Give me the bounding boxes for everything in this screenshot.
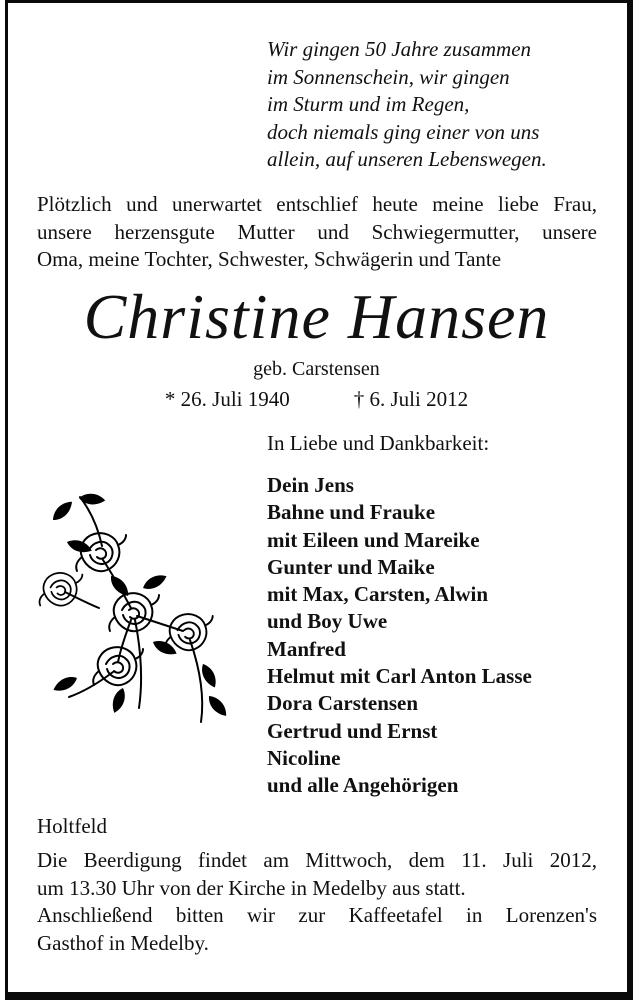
funeral-line: um 13.30 Uhr von der Kirche in Medelby aus statt.: [37, 875, 466, 900]
announcement-line: Plötzlich und unerwartet entschlief heute meine liebe Frau,: [37, 192, 597, 216]
rose-branch-icon: [25, 492, 235, 747]
tribute-heading: In Liebe und Dankbarkeit:: [267, 431, 490, 455]
memorial-poem: [267, 36, 597, 174]
mourner-line: Helmut mit Carl Anton Lasse: [267, 664, 532, 689]
mourner-line: Manfred: [267, 636, 346, 661]
announcement-line: unsere herzensgute Mutter und Schwiegermutter, unsere: [37, 219, 597, 244]
deceased-name: Christine Hansen: [83, 281, 550, 352]
funeral-line: Die Beerdigung findet am Mittwoch, dem 11. Juli 2012,: [37, 848, 597, 872]
poem-line: doch niemals ging einer von uns: [267, 119, 540, 144]
mourner-line: und Boy Uwe: [267, 609, 388, 634]
maiden-name: geb. Carstensen: [253, 358, 380, 380]
mourner-line: Nicoline: [267, 745, 341, 770]
mourner-line: Dein Jens: [267, 473, 354, 497]
funeral-details: [37, 848, 597, 958]
poem-line: allein, auf unseren Lebenswegen.: [267, 147, 547, 171]
mourners-list: [267, 472, 597, 800]
mourner-line: Dora Carstensen: [267, 691, 419, 716]
mourner-line: Gertrud und Ernst: [267, 718, 438, 743]
place-name: Holtfeld: [37, 814, 107, 838]
poem-line: im Sonnenschein, wir gingen: [267, 64, 510, 89]
announcement-line: Oma, meine Tochter, Schwester, Schwägerin und Tante: [37, 247, 502, 271]
mourner-line: Gunter und Maike: [267, 554, 435, 579]
poem-line: Wir gingen 50 Jahre zusammen: [267, 37, 532, 61]
roses-illustration: [25, 492, 235, 747]
mourner-line: mit Eileen und Mareike: [267, 527, 480, 552]
mourner-line: Bahne und Frauke: [267, 500, 436, 525]
mourner-line: und alle Angehörigen: [267, 773, 459, 798]
poem-line: im Sturm und im Regen,: [267, 92, 470, 116]
death-date: † 6. Juli 2012: [353, 387, 469, 411]
deceased-block: [0, 281, 633, 412]
death-announcement: [37, 192, 597, 275]
mourner-line: mit Max, Carsten, Alwin: [267, 582, 489, 607]
life-dates: [0, 387, 633, 412]
funeral-line: Anschließend bitten wir zur Kaffeetafel in Lorenzen's: [37, 903, 597, 927]
funeral-line: Gasthof in Medelby.: [37, 930, 209, 955]
birth-date: * 26. Juli 1940: [164, 387, 290, 411]
